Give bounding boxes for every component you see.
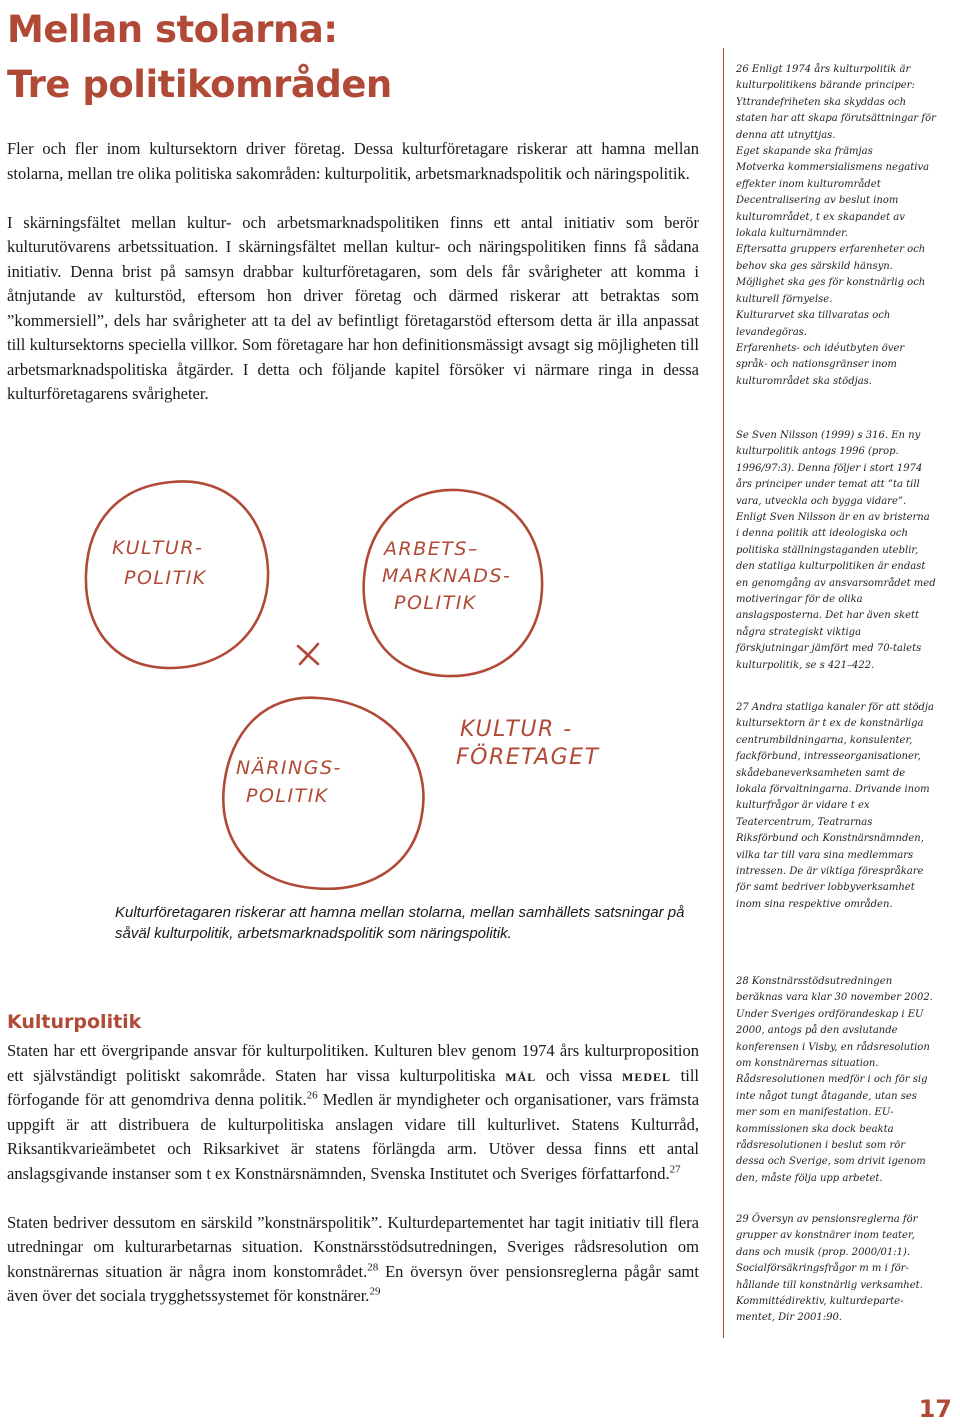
section-paragraph-1 (7, 1039, 699, 1186)
circle-kulturpolitik-label-2: POLITIK (124, 567, 207, 589)
footnote-ref-26: 26 (306, 1089, 318, 1102)
note-26-item: Erfarenhets- och idéutbyten över språk- och nationsgränser inom kulturområdet ska stödjas. (736, 342, 905, 387)
note-26-extra: Se Sven Nilsson (1999) s 316. En ny kulturpolitik antogs 1996 (prop. 1996/97:3). Denna följer i stort 1974 års principer under temat att ”ta till vara, utveckla och bygga vidare”. Enligt Sven Nilsson är en av bristerna i denna politik att ideologiska och politiska ställningstaganden uteblir, den statliga kulturpolitiken är endast en genomgång av ansvarsområdet med motiveringar för de olika anslagsposterna. Det har även skett några strategiskt viktiga förskjutningar jämfört med 70-talets kulturpolitik, se s 421–422. (736, 430, 936, 671)
footnote-ref-29: 29 (369, 1285, 381, 1298)
circle-arbets-label-3: POLITIK (394, 592, 477, 614)
section-p2-part-b: En översyn över pensionsreglerna pågår samt även över det sociala trygghetssystemet för konstnärer. (7, 1261, 699, 1305)
kulturforetaget-label-2: FÖRETAGET (456, 745, 600, 770)
circle-naringspolitik-label-2: POLITIK (246, 785, 329, 807)
note-26-item: Eftersatta gruppers erfarenheter och behov ska ges särskild hänsyn. (736, 244, 926, 272)
section-term-mal: mål (505, 1065, 537, 1085)
x-mark (298, 644, 318, 664)
page-title-line-2: Tre politikområden (7, 63, 392, 106)
note-26-intro: 26 Enligt 1974 års kulturpolitik är kulturpolitikens bärande principer: (736, 64, 915, 92)
kulturforetaget-label-1: KULTUR - (460, 717, 573, 742)
note-26-item: Motverka kommersialismens negativa effekter inom kulturområdet (736, 162, 930, 190)
section-heading: Kulturpolitik (7, 1011, 142, 1033)
page-title (7, 2, 697, 112)
page-title-line-1: Mellan stolarna: (7, 8, 338, 51)
intro-text (7, 137, 699, 407)
policy-circles-diagram (60, 470, 680, 890)
circle-naringspolitik-label-1: NÄRINGS- (236, 757, 342, 779)
sidebar-divider (723, 48, 724, 1338)
circle-arbets-label-1: ARBETS– (384, 538, 479, 560)
diagram-caption: Kulturföretagaren riskerar att hamna mellan stolarna, mellan samhällets satsningar på såväl kulturpolitik, arbetsmarknadspolitik som näringspolitik. (115, 904, 685, 942)
note-26-item: Kulturarvet ska tillvaratas och levandegöras. (736, 310, 891, 338)
intro-paragraph-2: I skärningsfältet mellan kultur- och arbetsmarknadspolitiken finns ett antal initiativ som berör kulturutövarens arbetssituation. I skärningsfältet mellan kultur- och näringspolitiken finns få sådana initiativ. Denna brist på samsyn drabbar kulturföretagaren, som dels får svårigheter att komma i åtnjutande av kulturstöd, eftersom hon driver företag och därmed riskerar att betraktas som ”kommersiell”, dels har svårigheter att ta del av befintligt företagarstöd eftersom detta är illa anpassat till kultursektorns speciella villkor. Som företagare har hon definitionsmässigt avsagt sig möjligheten till arbetsmarknadspolitiska åtgärder. I detta och följande kapitel försöker vi närmare ringa in dessa kulturföretagarens svårigheter. (7, 212, 699, 403)
intro-paragraph-1: Fler och fler inom kultursektorn driver företag. Dessa kulturföretagare riskerar att hamna mellan stolarna, mellan tre olika politiska sakområden: kulturpolitik, arbetsmarknadspolitik och näringspolitik. (7, 139, 699, 183)
section-text (7, 1039, 699, 1309)
section-p1-part-b: och vissa (536, 1065, 622, 1085)
section-p1-part-a: Staten har ett övergripande ansvar för kulturpolitiken. Kulturen blev genom 1974 års kulturproposition ett självständigt politiskt sakområde. Staten har vissa kulturpolitiska (7, 1041, 699, 1085)
note-27: 27 Andra statliga kanaler för att stödja kultursektorn är t ex de konstnärliga centrumbildningarna, konsulenter, fackförbund, intresseorganisationer, skådebaneverksamheten samt de lokala förvaltningarna. Drivande inom kulturfrågor är vidare t ex Teatercentrum, Teatrarnas Riksförbund och Konstnärsnämnden, vilka tar till vara sina medlemmars intressen. De är viktiga förespråkare för samt bedriver lobbyverksamhet inom sina respektive områden. (736, 702, 934, 910)
section-paragraph-2 (7, 1211, 699, 1309)
circle-arbets-label-2: MARKNADS- (382, 565, 512, 587)
footnote-ref-28: 28 (367, 1261, 379, 1273)
circle-kulturpolitik-label-1: KULTUR- (112, 537, 204, 559)
note-26-item: Möjlighet ska ges för konstnärlig och kulturell förnyelse. (736, 277, 926, 305)
footnote-ref-27: 27 (669, 1163, 681, 1175)
note-29: 29 Översyn av pensionsreglerna för grupper av konstnärer inom teater, dans och musik (prop. 2000/01:1). Socialförsäkringsfrågor m m i förhållande till konstnärlig verksamhet. Kommittédirektiv, kulturdepartementet, Dir 2001:90. (736, 1214, 923, 1324)
section-term-medel: medel (622, 1065, 672, 1085)
note-26-item: Eget skapande ska främjas (736, 146, 873, 158)
section-p1-part-d: Medlen är myndigheter och organisationer, vars främsta uppgift är att distribuera de kulturpolitiska anslagen vidare till kulturlivet. Statens Kulturråd, Riksantikvarieämbetet och Riksarkivet är statens förlängda arm. Utöver dessa finns ett antal anslagsgivande instanser som t ex Konstnärsnämnden, Svenska Institutet och Sveriges författarfond. (7, 1090, 700, 1183)
section-p2-part-a: Staten bedriver dessutom en särskild ”konstnärspolitik”. Kulturdepartementet har tagit initiativ till flera utredningar om kulturarbetarnas situation. Konstnärsstödsutredningen, Sveriges rådsresolution om konstnärernas situation är några inom konstområdet. (7, 1212, 699, 1281)
note-28: 28 Konstnärsstödsutredningen beräknas vara klar 30 november 2002. Under Sveriges ordförandeskap i EU 2000, antogs på den avslutande konferensen i Visby, en rådsresolution om konstnärernas situation. Rådsresolutionen medför i och för sig inte något tungt åtagande, utan ses mer som en manifestation. EU-kommissionen ska dock beakta rådsresolutionen i beslut som rör dessa och Sverige, som drivit igenom den, måste följa upp arbetet. (736, 976, 933, 1184)
sidebar-note-26 (736, 62, 936, 390)
page-number: 17 (918, 1395, 952, 1423)
section-p1-part-c: till förfogande för att genomdriva denna politik. (7, 1065, 699, 1109)
note-26-item: Yttrandefriheten ska skyddas och staten har att skapa förutsättningar för denna att utnyttjas. (736, 96, 936, 141)
note-26-item: Decentralisering av beslut inom kulturområdet, t ex skapandet av lokala kulturnämnder. (736, 195, 905, 240)
